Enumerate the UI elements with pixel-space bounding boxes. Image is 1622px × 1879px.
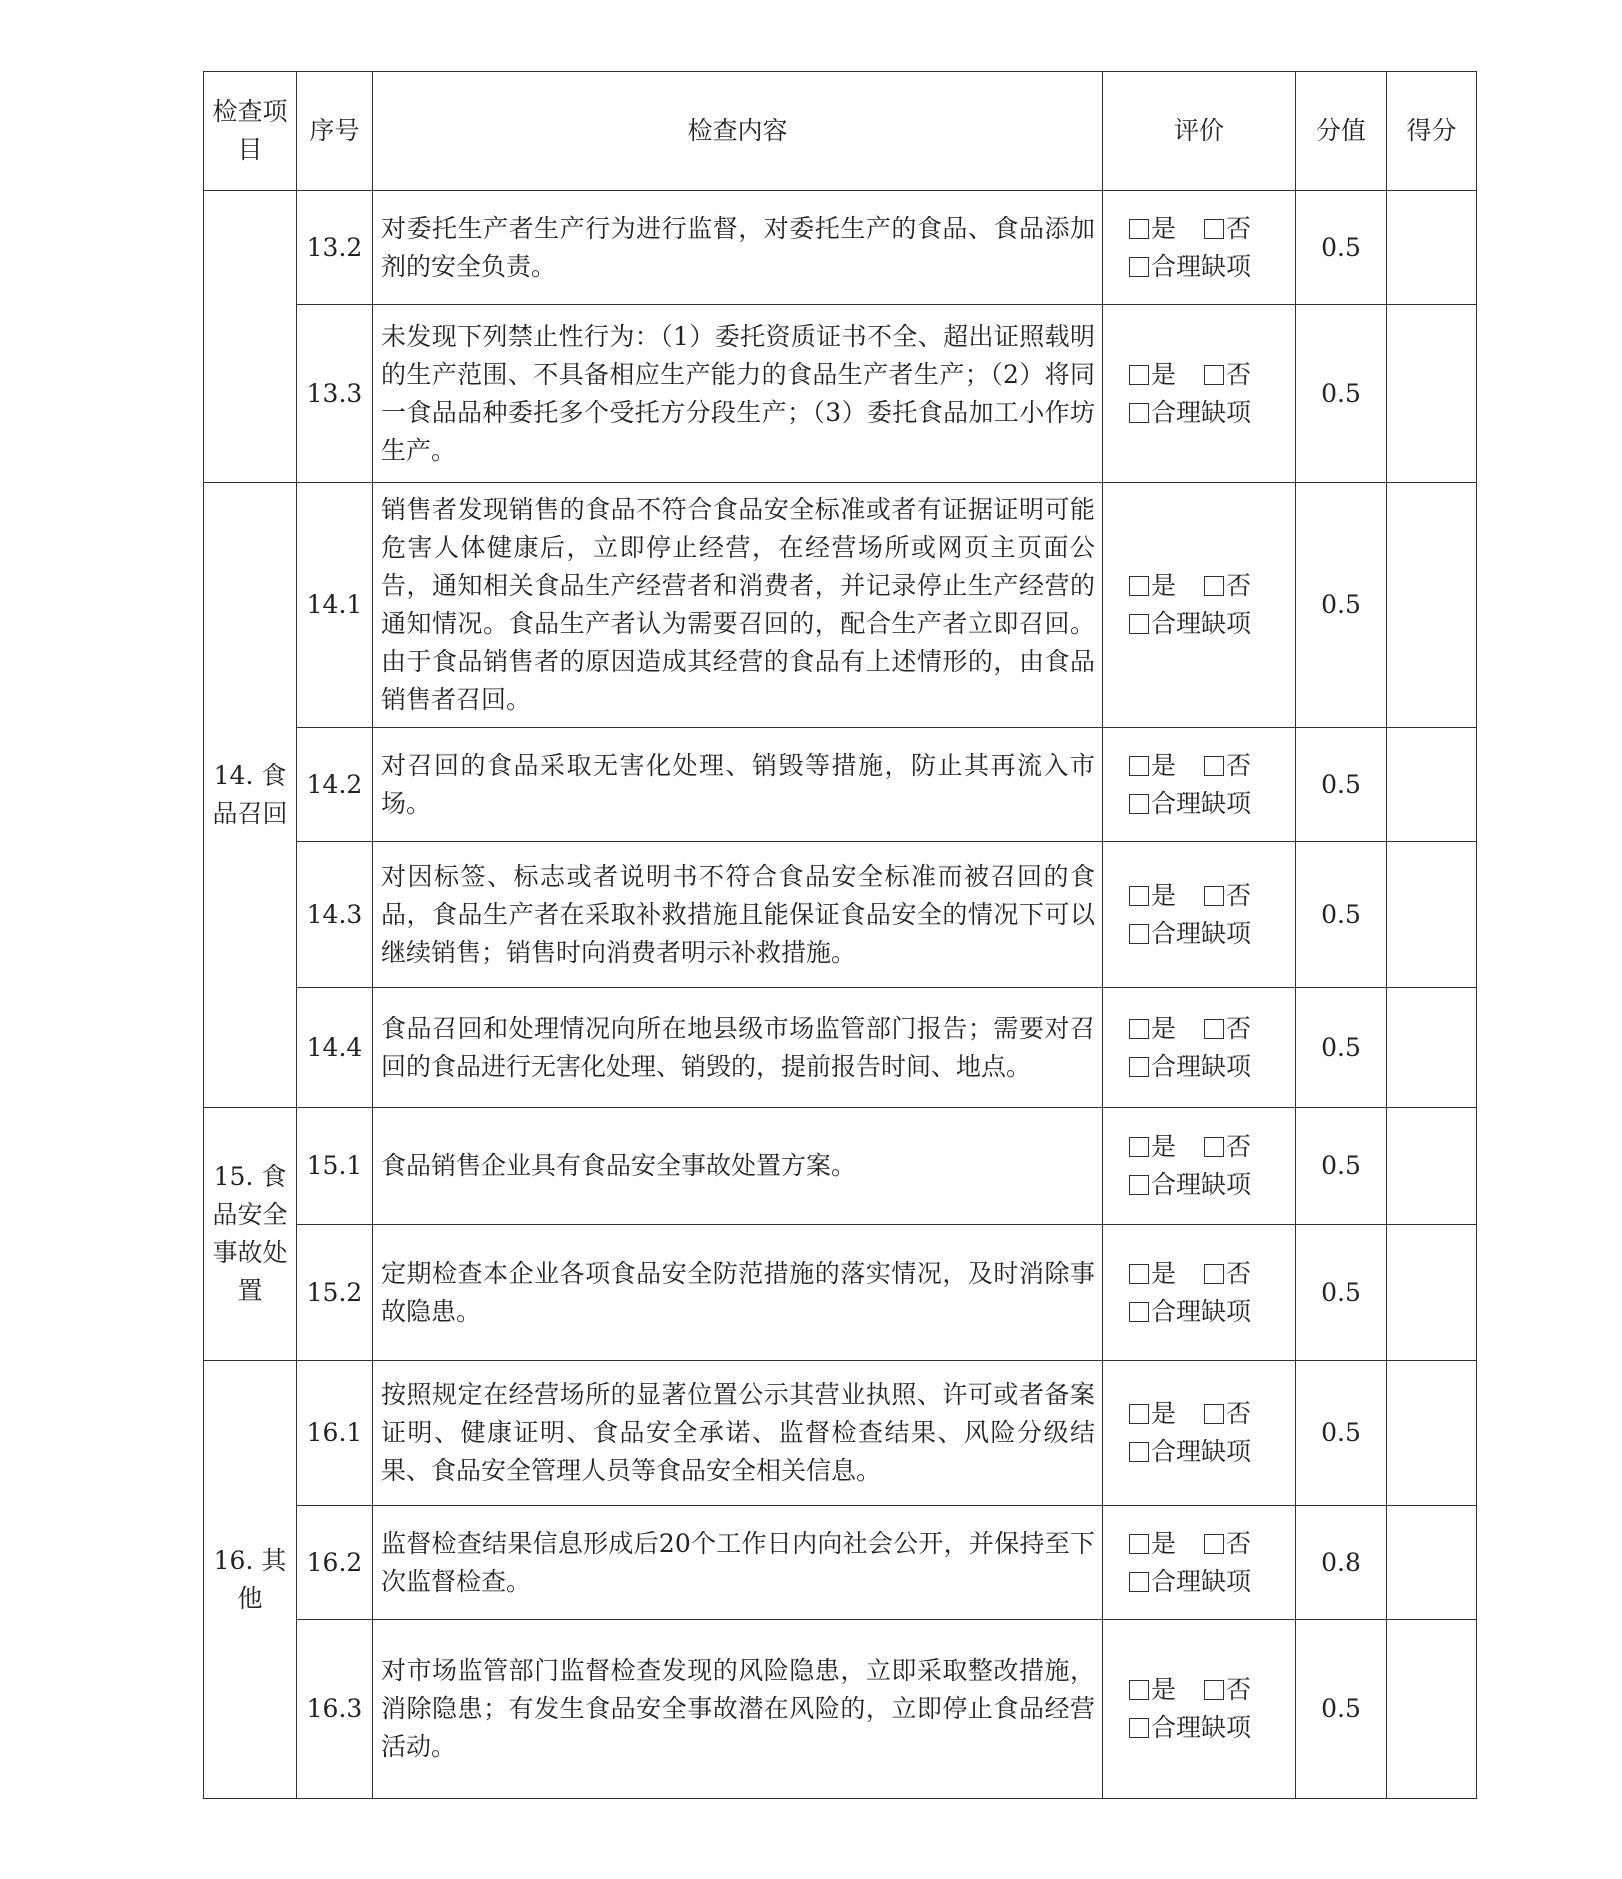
na-label: 合理缺项 [1151, 1170, 1252, 1199]
score-cell[interactable] [1387, 1108, 1477, 1225]
content-cell: 食品销售企业具有食品安全事故处置方案。 [373, 1108, 1103, 1225]
seq-cell: 16.2 [297, 1506, 373, 1620]
content-cell: 食品召回和处理情况向所在地县级市场监管部门报告；需要对召回的食品进行无害化处理、销毁的，提前报告时间、地点。 [373, 988, 1103, 1108]
no-label: 否 [1226, 359, 1252, 389]
na-label: 合理缺项 [1151, 251, 1252, 281]
no-checkbox[interactable] [1204, 886, 1224, 906]
na-checkbox[interactable] [1129, 403, 1149, 423]
content-cell: 按照规定在经营场所的显著位置公示其营业执照、许可或者备案证明、健康证明、食品安全承诺、监督检查结果、风险分级结果、食品安全管理人员等食品安全相关信息。 [373, 1361, 1103, 1506]
yes-label: 是 [1151, 1399, 1177, 1428]
seq-cell: 14.1 [297, 483, 373, 728]
category-cell: 16. 其他 [204, 1361, 297, 1799]
seq-cell: 13.2 [297, 191, 373, 305]
yes-label: 是 [1151, 1132, 1177, 1161]
evaluation-cell [1103, 1225, 1296, 1361]
seq-cell: 15.1 [297, 1108, 373, 1225]
na-checkbox[interactable] [1129, 924, 1149, 944]
points-cell: 0.5 [1296, 728, 1387, 842]
evaluation-cell [1103, 1620, 1296, 1799]
seq-cell: 15.2 [297, 1225, 373, 1361]
table-row [204, 483, 1477, 728]
yes-checkbox[interactable] [1129, 1680, 1149, 1700]
content-cell: 对因标签、标志或者说明书不符合食品安全标准而被召回的食品，食品生产者在采取补救措施且能保证食品安全的情况下可以继续销售；销售时向消费者明示补救措施。 [373, 842, 1103, 988]
score-cell[interactable] [1387, 728, 1477, 842]
na-checkbox[interactable] [1129, 1718, 1149, 1738]
category-cell: 15. 食品安全事故处置 [204, 1108, 297, 1361]
no-checkbox[interactable] [1204, 1264, 1224, 1284]
evaluation-cell [1103, 1361, 1296, 1506]
na-label: 合理缺项 [1151, 609, 1252, 638]
points-cell: 0.5 [1296, 1361, 1387, 1506]
na-checkbox[interactable] [1129, 1572, 1149, 1592]
header-score: 得分 [1387, 72, 1477, 191]
yes-checkbox[interactable] [1129, 1264, 1149, 1284]
no-label: 否 [1226, 1675, 1252, 1704]
table-row [204, 191, 1477, 305]
table-row [204, 305, 1477, 483]
points-cell: 0.5 [1296, 191, 1387, 305]
na-label: 合理缺项 [1151, 788, 1252, 818]
score-cell[interactable] [1387, 988, 1477, 1108]
evaluation-cell [1103, 728, 1296, 842]
evaluation-cell [1103, 988, 1296, 1108]
yes-checkbox[interactable] [1129, 886, 1149, 906]
points-cell: 0.5 [1296, 305, 1387, 483]
yes-checkbox[interactable] [1129, 1019, 1149, 1039]
table-row [204, 1361, 1477, 1506]
na-checkbox[interactable] [1129, 1175, 1149, 1195]
seq-cell: 16.1 [297, 1361, 373, 1506]
na-checkbox[interactable] [1129, 1302, 1149, 1322]
no-label: 否 [1226, 750, 1252, 780]
score-cell[interactable] [1387, 842, 1477, 988]
seq-cell: 16.3 [297, 1620, 373, 1799]
points-cell: 0.5 [1296, 842, 1387, 988]
yes-label: 是 [1151, 880, 1177, 910]
points-cell: 0.5 [1296, 988, 1387, 1108]
header-points: 分值 [1296, 72, 1387, 191]
score-cell[interactable] [1387, 305, 1477, 483]
no-checkbox[interactable] [1204, 219, 1224, 239]
table-row [204, 1506, 1477, 1620]
no-checkbox[interactable] [1204, 1534, 1224, 1554]
content-cell: 监督检查结果信息形成后20个工作日内向社会公开，并保持至下次监督检查。 [373, 1506, 1103, 1620]
yes-label: 是 [1151, 213, 1177, 243]
yes-label: 是 [1151, 359, 1177, 389]
content-cell: 定期检查本企业各项食品安全防范措施的落实情况，及时消除事故隐患。 [373, 1225, 1103, 1361]
table-row [204, 842, 1477, 988]
points-cell: 0.5 [1296, 483, 1387, 728]
na-label: 合理缺项 [1151, 1437, 1252, 1466]
no-checkbox[interactable] [1204, 756, 1224, 776]
no-label: 否 [1226, 1258, 1252, 1288]
inspection-table [203, 71, 1477, 1799]
no-checkbox[interactable] [1204, 1680, 1224, 1700]
header-category: 检查项目 [204, 72, 297, 191]
na-label: 合理缺项 [1151, 1296, 1252, 1326]
content-cell: 对市场监管部门监督检查发现的风险隐患，立即采取整改措施，消除隐患；有发生食品安全事故潜在风险的，立即停止食品经营活动。 [373, 1620, 1103, 1799]
yes-checkbox[interactable] [1129, 576, 1149, 596]
header-evaluation: 评价 [1103, 72, 1296, 191]
points-cell: 0.5 [1296, 1225, 1387, 1361]
table-row [204, 728, 1477, 842]
score-cell[interactable] [1387, 1506, 1477, 1620]
yes-checkbox[interactable] [1129, 756, 1149, 776]
yes-label: 是 [1151, 1528, 1177, 1558]
header-seq: 序号 [297, 72, 373, 191]
seq-cell: 14.4 [297, 988, 373, 1108]
na-label: 合理缺项 [1151, 918, 1252, 948]
no-label: 否 [1226, 571, 1252, 600]
header-content: 检查内容 [373, 72, 1103, 191]
header-row [204, 72, 1477, 191]
na-label: 合理缺项 [1151, 397, 1252, 427]
table-row [204, 1620, 1477, 1799]
na-checkbox[interactable] [1129, 1442, 1149, 1462]
points-cell: 0.5 [1296, 1620, 1387, 1799]
no-label: 否 [1226, 213, 1252, 243]
table-row [204, 1225, 1477, 1361]
yes-label: 是 [1151, 1675, 1177, 1704]
yes-checkbox[interactable] [1129, 1404, 1149, 1424]
points-cell: 0.8 [1296, 1506, 1387, 1620]
score-cell[interactable] [1387, 1225, 1477, 1361]
no-label: 否 [1226, 1013, 1252, 1043]
yes-label: 是 [1151, 750, 1177, 780]
evaluation-cell [1103, 191, 1296, 305]
category-cell: 14. 食品召回 [204, 483, 297, 1108]
yes-checkbox[interactable] [1129, 365, 1149, 385]
yes-label: 是 [1151, 1258, 1177, 1288]
no-label: 否 [1226, 1132, 1252, 1161]
evaluation-cell [1103, 1506, 1296, 1620]
yes-checkbox[interactable] [1129, 219, 1149, 239]
na-label: 合理缺项 [1151, 1051, 1252, 1081]
score-cell[interactable] [1387, 1620, 1477, 1799]
no-checkbox[interactable] [1204, 1137, 1224, 1157]
na-checkbox[interactable] [1129, 794, 1149, 814]
evaluation-cell [1103, 305, 1296, 483]
content-cell: 对委托生产者生产行为进行监督，对委托生产的食品、食品添加剂的安全负责。 [373, 191, 1103, 305]
evaluation-cell [1103, 842, 1296, 988]
table-row [204, 988, 1477, 1108]
content-cell: 销售者发现销售的食品不符合食品安全标准或者有证据证明可能危害人体健康后，立即停止经营，在经营场所或网页主页面公告，通知相关食品生产经营者和消费者，并记录停止生产经营的通知情况。食品生产者认为需要召回的，配合生产者立即召回。由于食品销售者的原因造成其经营的食品有上述情形的，由食品销售者召回。 [373, 483, 1103, 728]
score-cell[interactable] [1387, 1361, 1477, 1506]
na-checkbox[interactable] [1129, 257, 1149, 277]
na-checkbox[interactable] [1129, 1057, 1149, 1077]
na-checkbox[interactable] [1129, 614, 1149, 634]
no-label: 否 [1226, 1528, 1252, 1558]
no-checkbox[interactable] [1204, 576, 1224, 596]
category-cell [204, 191, 297, 483]
evaluation-cell [1103, 483, 1296, 728]
content-cell: 对召回的食品采取无害化处理、销毁等措施，防止其再流入市场。 [373, 728, 1103, 842]
yes-label: 是 [1151, 571, 1177, 600]
yes-checkbox[interactable] [1129, 1534, 1149, 1554]
seq-cell: 14.2 [297, 728, 373, 842]
table-row [204, 1108, 1477, 1225]
no-checkbox[interactable] [1204, 1019, 1224, 1039]
no-checkbox[interactable] [1204, 365, 1224, 385]
no-label: 否 [1226, 880, 1252, 910]
points-cell: 0.5 [1296, 1108, 1387, 1225]
no-label: 否 [1226, 1399, 1252, 1428]
content-cell: 未发现下列禁止性行为：（1）委托资质证书不全、超出证照载明的生产范围、不具备相应生产能力的食品生产者生产；（2）将同一食品品种委托多个受托方分段生产；（3）委托食品加工小作坊生产。 [373, 305, 1103, 483]
na-label: 合理缺项 [1151, 1713, 1252, 1742]
score-cell[interactable] [1387, 483, 1477, 728]
score-cell[interactable] [1387, 191, 1477, 305]
yes-checkbox[interactable] [1129, 1137, 1149, 1157]
seq-cell: 14.3 [297, 842, 373, 988]
seq-cell: 13.3 [297, 305, 373, 483]
no-checkbox[interactable] [1204, 1404, 1224, 1424]
evaluation-cell [1103, 1108, 1296, 1225]
na-label: 合理缺项 [1151, 1566, 1252, 1596]
yes-label: 是 [1151, 1013, 1177, 1043]
